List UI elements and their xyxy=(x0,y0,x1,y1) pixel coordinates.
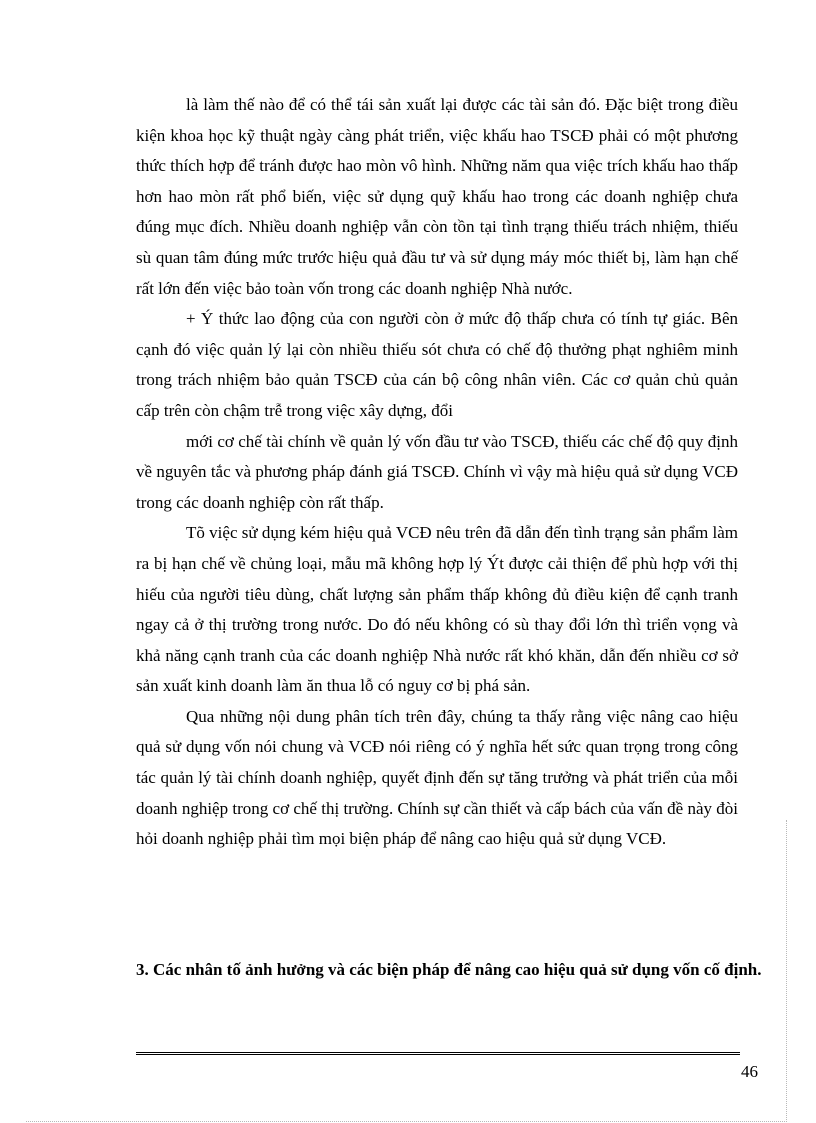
paragraph-1: là làm thế nào để có thể tái sản xuất lại được các tài sản đó. Đặc biệt trong điều kiện khoa học kỹ thuật ngày càng phát triển, việc khấu hao TSCĐ phải có một phương thức thích hợp để tránh được hao mòn vô hình. Những năm qua việc trích khấu hao thấp hơn hao mòn rất phổ biến, việc sử dụng quỹ khấu hao trong các doanh nghiệp chưa đúng mục đích. Nhiều doanh nghiệp vẫn còn tồn tại tình trạng thiếu trách nhiệm, thiếu sù quan tâm đúng mức trước hiệu quả đầu tư và sử dụng máy móc thiết bị, làm hạn chế rất lớn đến việc bảo toàn vốn trong các doanh nghiệp Nhà nước. xyxy=(136,95,738,298)
footer-rule xyxy=(136,1052,740,1055)
page-border-bottom xyxy=(26,1121,787,1122)
paragraph-4: Tõ việc sử dụng kém hiệu quả VCĐ nêu trên đã dẫn đến tình trạng sản phẩm làm ra bị hạn chế về chủng loại, mẫu mã không hợp lý Ýt được cải thiện để phù hợp với thị hiếu của người tiêu dùng, chất lượng sản phẩm thấp không đủ điều kiện để cạnh tranh ngay cả ở thị trường trong nước. Do đó nếu không có sù thay đổi lớn thì triển vọng và khả năng cạnh tranh của các doanh nghiệp Nhà nước rất khó khăn, dẫn đến nhiều cơ sở sản xuất kinh doanh làm ăn thua lỗ có nguy cơ bị phá sản. xyxy=(136,523,738,696)
paragraph-2: + Ý thức lao động của con người còn ở mức độ thấp chưa có tính tự giác. Bên cạnh đó việc quản lý lại còn nhiều thiếu sót chưa có chế độ thưởng phạt nghiêm minh trong trách nhiệm bảo quản TSCĐ của cán bộ công nhân viên. Các cơ quản chủ quản cấp trên còn chậm trễ trong việc xây dựng, đổi xyxy=(136,309,738,420)
paragraph-5: Qua những nội dung phân tích trên đây, chúng ta thấy rằng việc nâng cao hiệu quả sử dụng vốn nói chung và VCĐ nói riêng có ý nghĩa hết sức quan trọng trong công tác quản lý tài chính doanh nghiệp, quyết định đến sự tăng trưởng và phát triển của mỗi doanh nghiệp trong cơ chế thị trường. Chính sự cần thiết và cấp bách của vấn đề này đòi hỏi doanh nghiệp phải tìm mọi biện pháp để nâng cao hiệu quả sử dụng VCĐ. xyxy=(136,706,738,849)
body-text xyxy=(136,90,738,855)
section-heading: 3. Các nhân tố ảnh hưởng và các biện pháp để nâng cao hiệu quả sử dụng vốn cố định. xyxy=(136,960,762,979)
page-number: 46 xyxy=(741,1062,758,1081)
page-border-right xyxy=(786,820,787,1122)
paragraph-3: mới cơ chế tài chính về quản lý vốn đầu tư vào TSCĐ, thiếu các chế độ quy định về nguyên tắc và phương pháp đánh giá TSCĐ. Chính vì vậy mà hiệu quả sử dụng VCĐ trong các doanh nghiệp còn rất thấp. xyxy=(136,431,738,512)
